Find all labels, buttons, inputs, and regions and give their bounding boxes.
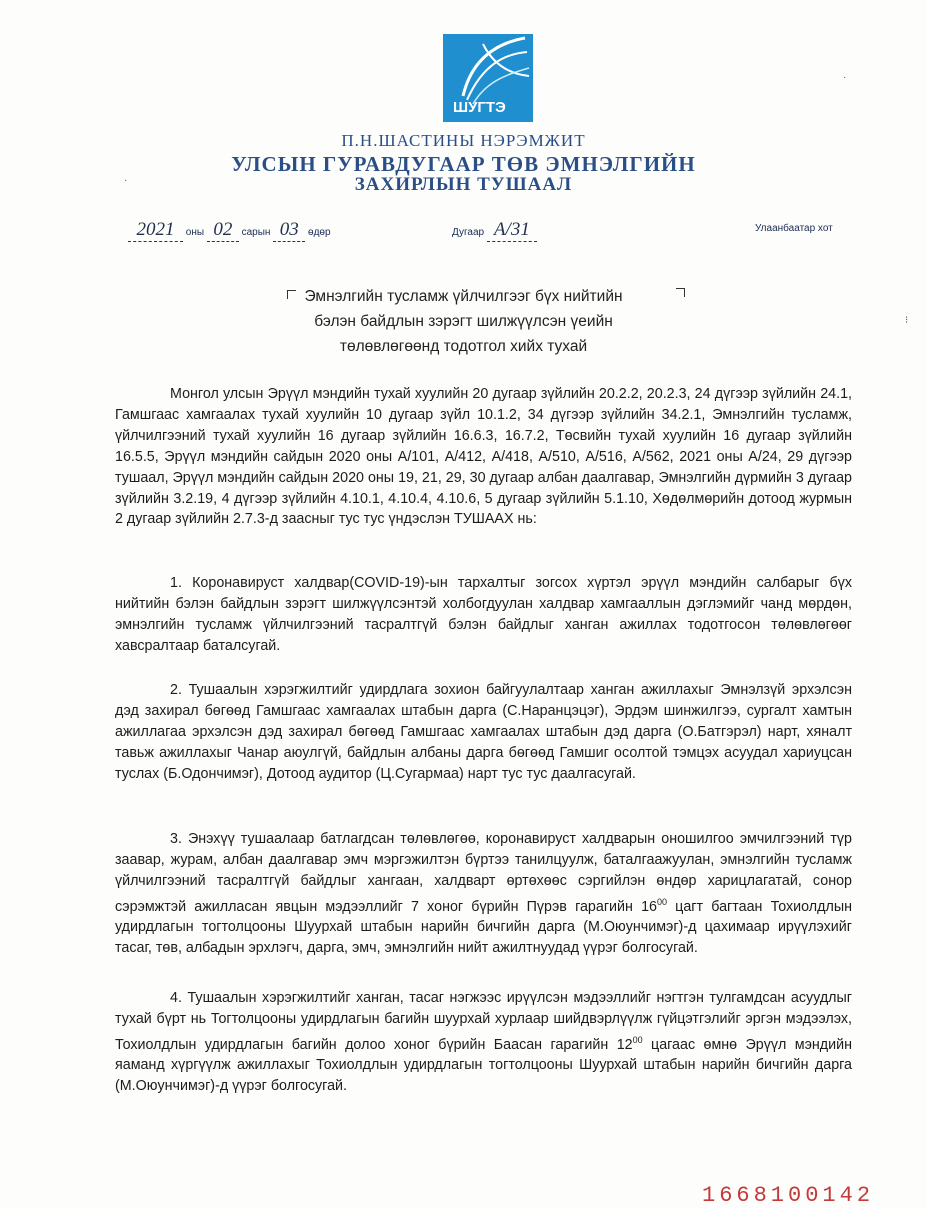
title-line1: Эмнэлгийн тусламж үйлчилгээг бүх нийтийн [304, 288, 623, 305]
logo-emblem-icon [443, 34, 533, 122]
title-corner-left [287, 290, 296, 299]
scan-speck-icon: ⁝ [905, 315, 909, 326]
document-type-title: ЗАХИРЛЫН ТУШААЛ [354, 174, 573, 195]
clause-4-text-b: цагаас өмнө Эрүүл мэндийн яаманд хүргүүлж ажиллахыг Тохиолдлын удирдлагын тогтолцооны Шуурхай штабын нарийн бичгийн дарга (М.Оюунчимэг)-д үүрэг болгосугай. [115, 1036, 852, 1095]
clause-3-time-sup: 00 [656, 896, 667, 907]
organization-logo [443, 34, 533, 122]
clause-3-text-b: цагт багтаан Тохиолдлын удирдлагын тогтолцооны Шуурхай штабын нарийн бичгийн дарга (М.Оюунчимэг)-д цахимаар ирүүлэхийг тасаг, төв, албадын эрхлэгч, дарга, эмч, эмнэлгийн нийт ажилтнуудад үүрэг болгосугай. [115, 898, 852, 957]
clause-4-paragraph [115, 988, 852, 1097]
intro-paragraph: Монгол улсын Эрүүл мэндийн тухай хуулийн 20 дугаар зүйлийн 20.2.2, 20.2.3, 24 дүгээр зүйлийн 24.1, Гамшгаас хамгаалах тухай хуулийн 10 дугаар зүйл 10.1.2, 34 дүгээр зүйлийн 34.2.1, Эмнэлгийн тусламж, үйлчилгээний тухай хуулийн 16 дугаар зүйлийн 16.6.3, 16.7.2, Төсвийн тухай хуулийн 16 дугаар зүйлийн 16.5.5, Эрүүл мэндийн сайдын 2020 оны А/101, А/412, А/418, А/510, А/516, А/562, 2021 оны А/24, 29 дүгээр тушаал, Эрүүл мэндийн сайдын 2020 оны 19, 21, 29, 30 дугаар албан даалгавар, Эмнэлгийн дүрмийн 3 дугаар зүйлийн 3.2.19, 4 дүгээр зүйлийн 4.10.1, 4.10.4, 4.10.6, 5 дугаар зүйлийн 5.1.10, Хөдөлмөрийн дотоод журмын 2 дугаар зүйлийн 2.7.3-д заасныг тус тус үндэслэн ТУШААХ нь: [115, 386, 852, 528]
scan-speck-icon: · [843, 72, 847, 83]
date-line [128, 219, 331, 242]
hospital-name-line1: П.Н.ШАСТИНЫ НЭРЭМЖИТ [341, 131, 586, 150]
serial-stamp: 1668100142 [702, 1183, 875, 1208]
day-value: 03 [273, 219, 305, 242]
year-label: оны [185, 227, 205, 238]
month-value: 02 [207, 219, 239, 242]
title-line3: төлөвлөгөөнд тодотгол хийх тухай [339, 338, 588, 355]
clause-3-text-a: 3. Энэхүү тушаалаар батлагдсан төлөвлөгөө, коронавируст халдварын оношилгоо эмчилгээний түр заавар, журам, албан даалгавар эмч мэргэжилтэн бүртээ танилцуулж, баталгаажуулан, эмнэлгийн тусламж үйлчилгээний тасралтгүй байдлыг хангаан, халдварт өртөхөөс сэргийлэн өндөр харицлагатай, сонор сэрэмжтэй ажилласан явцын мэдээллийг 7 хоног бүрийн Пүрэв гарагийн 16 [115, 831, 852, 915]
clause-4-time-sup: 00 [632, 1034, 643, 1045]
scan-speck-icon: · [124, 175, 128, 186]
title-corner-right [676, 288, 685, 297]
logo-text: ШУГТЭ [453, 99, 506, 116]
city-label: Улаанбаатар хот [755, 223, 833, 234]
hospital-name-line2: УЛСЫН ГУРАВДУГААР ТӨВ ЭМНЭЛГИЙН [231, 152, 696, 176]
order-subject-title [0, 284, 927, 359]
clause-4-text-a: 4. Тушаалын хэрэгжилтийг ханган, тасаг нэгжээс ирүүлсэн мэдээллийг нэгтгэн тулгамдсан асуудлыг тухай бүрт нь Тогтолцооны удирдлагын багийн шуурхай хурлаар шийдвэрлүүлж гүйцэтгэлийг эргэн мэдээлэх, Тохиолдлын удирдлагын багийн долоо хоног бүрийн Баасан гарагийн 12 [115, 990, 852, 1053]
clause-2-paragraph: 2. Тушаалын хэрэгжилтийг удирдлага зохион байгуулалтаар ханган ажиллахыг Эмнэлзүй эрхэлсэн дэд захирал бөгөөд Гамшгаас хамгаалах штабын дарга (С.Наранцэцэг), Эрдэм шинжилгээ, сургалт хамтын ажиллагаа эрхэлсэн дэд захирал бөгөөд Гамшгаас хамгаалах штабын дэд дарга (О.Батгэрэл) нарт, хяналт тавьж ажиллахыг Чанар аюулгүй, байдлын албаны дарга бөгөөд Гамшиг осолтой тэмцэх асуудал хариуцсан туслах (Б.Одончимэг), Дотоод аудитор (Ц.Сугармаа) нарт тус тус даалгасугай. [115, 682, 852, 782]
order-number-value: А/31 [487, 219, 537, 242]
number-label: Дугаар [452, 227, 485, 238]
year-value: 2021 [128, 219, 183, 242]
clause-3-paragraph [115, 829, 852, 959]
title-line2: бэлэн байдлын зэрэгт шилжүүлсэн үеийн [314, 313, 613, 330]
clause-1-paragraph: 1. Коронавируст халдвар(COVID-19)-ын тархалтыг зогсох хүртэл эрүүл мэндийн салбарыг бүх нийтийн бэлэн байдлын зэрэгт шилжүүлсэнтэй холбогдуулан халдвар хамгааллын дэглэмийг чанд мөрдөн, эмнэлгийн тусламж үйлчилгээний тасралтгүй бэлэн байдлыг ханган ажиллах тодотгосон төлөвлөгөөг хавсралтаар баталсугай. [115, 575, 852, 654]
order-number-line [452, 219, 537, 242]
month-label: сарын [241, 227, 271, 238]
day-label: өдөр [308, 227, 331, 238]
